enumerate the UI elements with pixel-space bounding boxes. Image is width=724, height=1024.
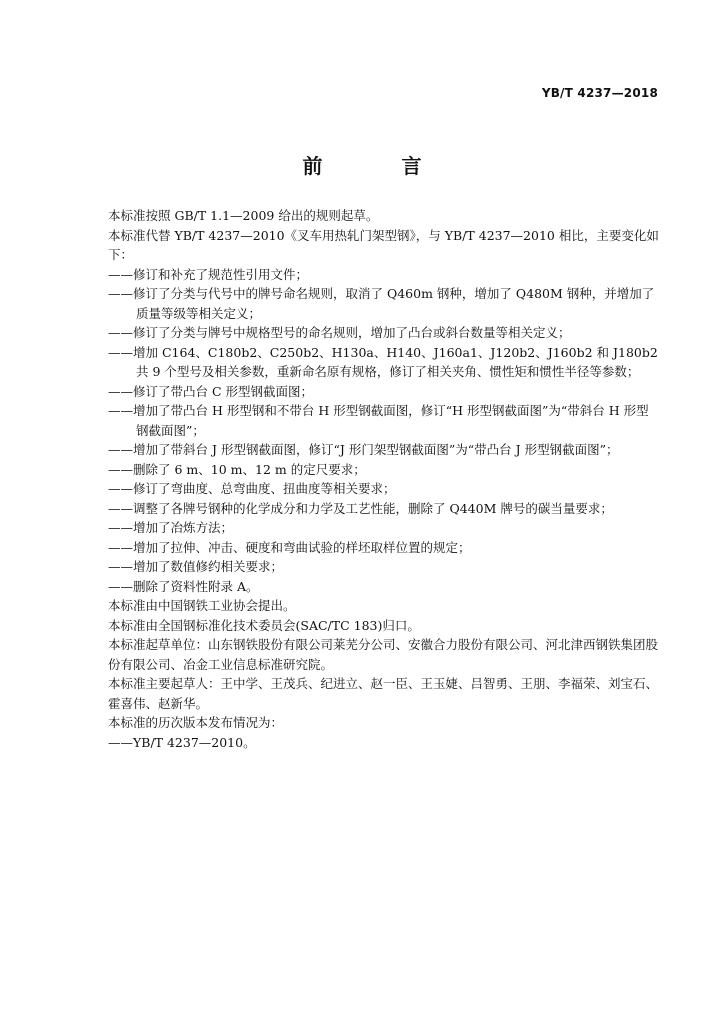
document-body <box>108 206 660 752</box>
change-item: ——增加了冶炼方法； <box>108 520 234 535</box>
change-item: ——修订了带凸台 C 形型钢截面图； <box>108 383 314 399</box>
change-item: ——删除了 6 m、10 m、12 m 的定尺要求； <box>108 461 366 477</box>
paragraph-replacement: 本标准代替 YB/T 4237—2010《叉车用热轧门架型钢》，与 YB/T 4237—2010 相比，主要变化如下： <box>108 227 659 262</box>
page-title: 前 言 <box>302 154 458 178</box>
change-item: ——增加了带斜台 J 形型钢截面图，修订“J 形门架型钢截面图”为“带凸台 J 形型钢截面图”； <box>108 442 619 457</box>
paragraph-version-history: 本标准的历次版本发布情况为： <box>108 715 284 730</box>
paragraph-drafting-rules: 本标准按照 GB/T 1.1—2009 给出的规则起草。 <box>108 208 379 223</box>
change-item: ——修订了分类与代号中的牌号命名规则，取消了 Q460m 钢种，增加了 Q480M 钢种，并增加了质量等级等相关定义； <box>108 286 655 321</box>
change-item: ——修订了分类与牌号中规格型号的命名规则，增加了凸台或斜台数量等相关定义； <box>108 325 571 340</box>
change-item: ——修订了弯曲度、总弯曲度、扭曲度等相关要求； <box>108 481 396 496</box>
change-item: ——修订和补充了规范性引用文件； <box>108 266 309 282</box>
paragraph-proposer: 本标准由中国钢铁工业协会提出。 <box>108 598 296 613</box>
change-item: ——增加了拉伸、冲击、硬度和弯曲试验的样坯取样位置的规定； <box>108 539 471 555</box>
change-item: ——增加 C164、C180b2、C250b2、H130a、H140、J160a1、J120b2、J160b2 和 J180b2 共 9 个型号及相关参数，重新命名原有规格，修订了相关夹角、惯性矩和惯性半径等参数； <box>108 344 658 379</box>
paragraph-drafting-units: 本标准起草单位：山东钢铁股份有限公司莱芜分公司、安徽合力股份有限公司、河北津西钢铁集团股份有限公司、冶金工业信息标准研究院。 <box>108 637 659 672</box>
change-item: ——删除了资料性附录 A。 <box>108 578 259 594</box>
paragraph-technical-committee: 本标准由全国钢标准化技术委员会(SAC/TC 183)归口。 <box>108 617 420 633</box>
standard-code: YB/T 4237—2018 <box>541 86 658 100</box>
change-item: ——调整了各牌号钢种的化学成分和力学及工艺性能，删除了 Q440M 牌号的碳当量要求； <box>108 500 613 516</box>
version-history-item: ——YB/T 4237—2010。 <box>108 734 256 750</box>
change-item: ——增加了数值修约相关要求； <box>108 559 284 574</box>
change-item: ——增加了带凸台 H 形型钢和不带台 H 形型钢截面图，修订“H 形型钢截面图”为“带斜台 H 形型钢截面图”； <box>108 403 649 438</box>
paragraph-drafters: 本标准主要起草人：王中学、王茂兵、纪进立、赵一臣、王玉婕、吕智勇、王朋、李福荣、刘宝石、霍喜伟、赵新华。 <box>108 676 659 711</box>
